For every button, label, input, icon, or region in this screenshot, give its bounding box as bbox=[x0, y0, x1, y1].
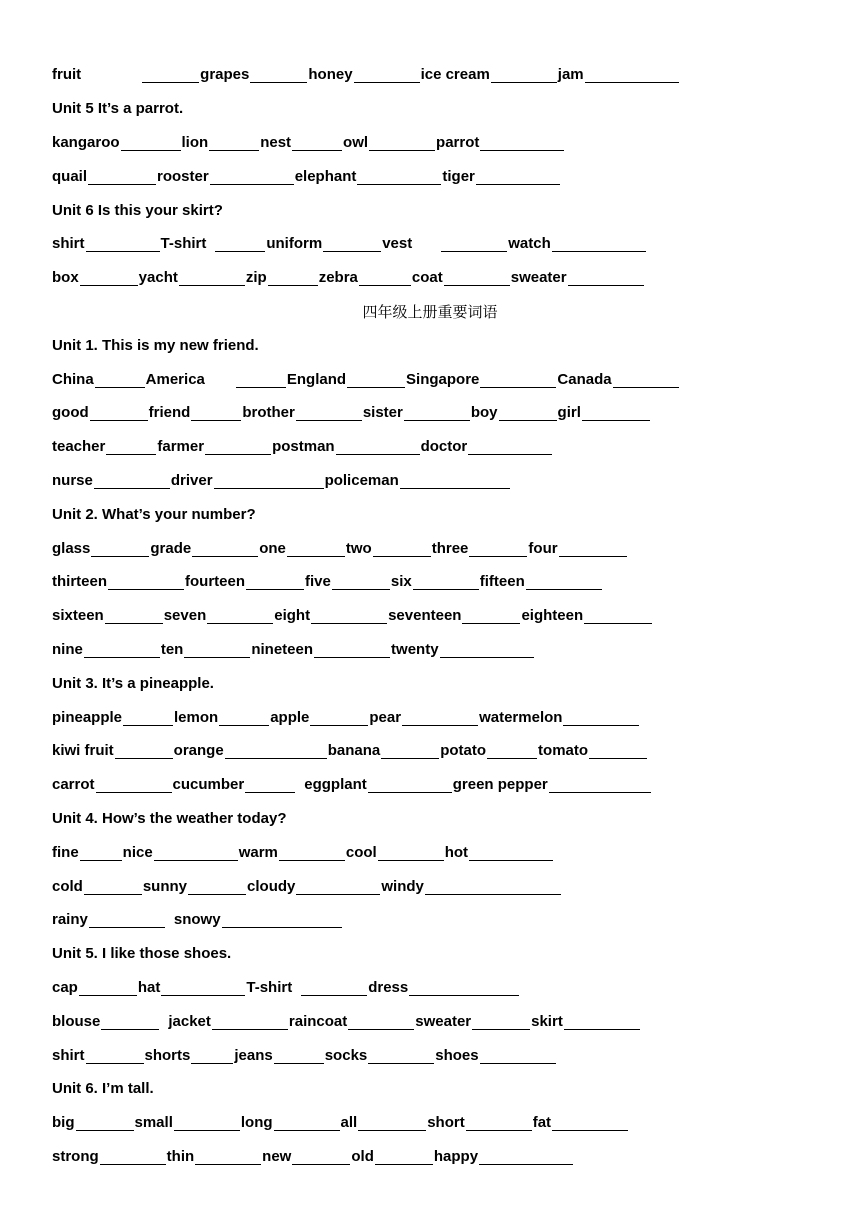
answer-blank[interactable] bbox=[195, 1150, 261, 1165]
answer-blank[interactable] bbox=[301, 981, 367, 996]
answer-blank[interactable] bbox=[191, 1049, 233, 1064]
answer-blank[interactable] bbox=[468, 440, 552, 455]
answer-blank[interactable] bbox=[462, 609, 520, 624]
vocab-word: nest bbox=[260, 133, 292, 151]
vocab-word: nineteen bbox=[251, 640, 314, 658]
vocab-word: parrot bbox=[436, 133, 480, 151]
answer-blank[interactable] bbox=[359, 271, 411, 286]
vocab-word: Singapore bbox=[406, 370, 480, 388]
answer-blank[interactable] bbox=[79, 981, 137, 996]
unit-heading-text: Unit 1. This is my new friend. bbox=[52, 336, 259, 354]
vocab-word: eight bbox=[274, 607, 311, 625]
vocab-word: doctor bbox=[420, 438, 468, 456]
answer-blank[interactable] bbox=[90, 406, 148, 421]
answer-blank[interactable] bbox=[311, 609, 387, 624]
answer-blank[interactable] bbox=[287, 542, 345, 557]
vocab-word: ice cream bbox=[420, 66, 490, 84]
vocab-word: kangaroo bbox=[52, 133, 120, 151]
answer-blank[interactable] bbox=[205, 440, 271, 455]
vocab-word: fifteen bbox=[479, 573, 525, 591]
answer-blank[interactable] bbox=[179, 271, 245, 286]
vocab-word: socks bbox=[324, 1046, 368, 1064]
vocab-word: watch bbox=[508, 235, 551, 253]
answer-blank[interactable] bbox=[95, 373, 145, 388]
answer-blank[interactable] bbox=[559, 542, 627, 557]
vocab-word: tiger bbox=[442, 167, 475, 185]
vocab-line bbox=[52, 599, 832, 633]
answer-blank[interactable] bbox=[84, 643, 160, 658]
answer-blank[interactable] bbox=[225, 744, 327, 759]
vocab-line bbox=[52, 1106, 832, 1140]
vocab-line bbox=[52, 1038, 832, 1072]
answer-blank[interactable] bbox=[174, 1116, 240, 1131]
answer-blank[interactable] bbox=[192, 542, 258, 557]
section-title bbox=[52, 295, 808, 329]
vocab-word: friend bbox=[148, 404, 191, 422]
vocab-word: tomato bbox=[538, 742, 589, 760]
unit-heading bbox=[52, 193, 832, 227]
answer-blank[interactable] bbox=[245, 778, 295, 793]
vocab-word: hot bbox=[444, 843, 469, 861]
vocab-word: honey bbox=[308, 66, 353, 84]
vocab-line bbox=[52, 396, 832, 430]
vocab-word: nine bbox=[52, 640, 83, 658]
vocab-word: nurse bbox=[52, 471, 93, 489]
answer-blank[interactable] bbox=[101, 1015, 159, 1030]
answer-blank[interactable] bbox=[582, 406, 650, 421]
vocab-line bbox=[52, 464, 832, 498]
vocab-word: long bbox=[240, 1114, 273, 1132]
vocab-word: driver bbox=[170, 471, 213, 489]
worksheet bbox=[52, 58, 832, 1173]
vocab-word: fine bbox=[52, 843, 79, 861]
answer-blank[interactable] bbox=[378, 846, 444, 861]
answer-blank[interactable] bbox=[472, 1015, 530, 1030]
answer-blank[interactable] bbox=[469, 846, 553, 861]
vocab-word: cucumber bbox=[172, 776, 245, 794]
vocab-word: fat bbox=[532, 1114, 552, 1132]
vocab-line bbox=[52, 126, 832, 160]
vocab-line bbox=[52, 159, 832, 193]
vocab-word: shirt bbox=[52, 235, 85, 253]
answer-blank[interactable] bbox=[310, 711, 368, 726]
answer-blank[interactable] bbox=[373, 542, 431, 557]
vocab-word: orange bbox=[173, 742, 224, 760]
answer-blank[interactable] bbox=[589, 744, 647, 759]
answer-blank[interactable] bbox=[404, 406, 470, 421]
answer-blank[interactable] bbox=[296, 880, 380, 895]
answer-blank[interactable] bbox=[215, 237, 265, 252]
answer-blank[interactable] bbox=[100, 1150, 166, 1165]
vocab-word: shorts bbox=[144, 1046, 191, 1064]
answer-blank[interactable] bbox=[440, 643, 534, 658]
vocab-word: new bbox=[262, 1147, 292, 1165]
vocab-line bbox=[52, 531, 832, 565]
vocab-word: one bbox=[259, 539, 286, 557]
answer-blank[interactable] bbox=[292, 1150, 350, 1165]
vocab-word: grapes bbox=[200, 66, 250, 84]
vocab-word: seven bbox=[163, 607, 207, 625]
vocab-word: apple bbox=[270, 708, 310, 726]
vocab-word: windy bbox=[381, 877, 424, 895]
vocab-word: banana bbox=[327, 742, 381, 760]
vocab-word: coat bbox=[411, 269, 443, 287]
vocab-word: T-shirt bbox=[246, 978, 293, 996]
vocab-word: good bbox=[52, 404, 89, 422]
answer-blank[interactable] bbox=[191, 406, 241, 421]
answer-blank[interactable] bbox=[108, 575, 184, 590]
vocab-word: lemon bbox=[174, 708, 219, 726]
unit-heading bbox=[52, 92, 832, 126]
answer-blank[interactable] bbox=[480, 136, 564, 151]
vocab-word: thirteen bbox=[52, 573, 108, 591]
answer-blank[interactable] bbox=[314, 643, 390, 658]
vocab-word: uniform bbox=[266, 235, 323, 253]
answer-blank[interactable] bbox=[84, 880, 142, 895]
vocab-word: sweater bbox=[510, 269, 567, 287]
answer-blank[interactable] bbox=[96, 778, 172, 793]
vocab-line bbox=[52, 869, 832, 903]
vocab-word: cap bbox=[52, 978, 78, 996]
vocab-word: carrot bbox=[52, 776, 95, 794]
vocab-word: box bbox=[52, 269, 79, 287]
answer-blank[interactable] bbox=[480, 1049, 556, 1064]
answer-blank[interactable] bbox=[369, 136, 435, 151]
vocab-line bbox=[52, 58, 832, 92]
vocab-word: four bbox=[528, 539, 558, 557]
vocab-word: farmer bbox=[157, 438, 205, 456]
answer-blank[interactable] bbox=[368, 1049, 434, 1064]
answer-blank[interactable] bbox=[292, 136, 342, 151]
answer-blank[interactable] bbox=[161, 981, 245, 996]
vocab-word: green pepper bbox=[452, 776, 548, 794]
vocab-word: owl bbox=[343, 133, 369, 151]
vocab-word: two bbox=[345, 539, 372, 557]
vocab-word: policeman bbox=[324, 471, 399, 489]
answer-blank[interactable] bbox=[80, 846, 122, 861]
vocab-word: six bbox=[390, 573, 412, 591]
vocab-word: eighteen bbox=[521, 607, 584, 625]
vocab-word: old bbox=[351, 1147, 374, 1165]
vocab-word: teacher bbox=[52, 438, 106, 456]
vocab-word: sister bbox=[362, 404, 403, 422]
answer-blank[interactable] bbox=[425, 880, 561, 895]
answer-blank[interactable] bbox=[332, 575, 390, 590]
answer-blank[interactable] bbox=[250, 68, 307, 83]
answer-blank[interactable] bbox=[354, 68, 420, 83]
vocab-word: nice bbox=[122, 843, 153, 861]
answer-blank[interactable] bbox=[552, 1116, 628, 1131]
answer-blank[interactable] bbox=[268, 271, 318, 286]
answer-blank[interactable] bbox=[487, 744, 537, 759]
vocab-line bbox=[52, 903, 832, 937]
vocab-word: shirt bbox=[52, 1046, 85, 1064]
vocab-word: cloudy bbox=[247, 877, 296, 895]
answer-blank[interactable] bbox=[564, 1015, 640, 1030]
answer-blank[interactable] bbox=[466, 1116, 532, 1131]
answer-blank[interactable] bbox=[444, 271, 510, 286]
answer-blank[interactable] bbox=[88, 170, 156, 185]
vocab-word: strong bbox=[52, 1147, 99, 1165]
answer-blank[interactable] bbox=[563, 711, 639, 726]
vocab-word: skirt bbox=[531, 1012, 563, 1030]
vocab-word: elephant bbox=[294, 167, 357, 185]
vocab-word: raincoat bbox=[288, 1012, 348, 1030]
unit-heading bbox=[52, 497, 832, 531]
vocab-word: lion bbox=[181, 133, 209, 151]
vocab-word: grade bbox=[150, 539, 192, 557]
unit-heading-text: Unit 6 Is this your skirt? bbox=[52, 201, 223, 219]
answer-blank[interactable] bbox=[552, 237, 646, 252]
vocab-word: rainy bbox=[52, 911, 88, 929]
answer-blank[interactable] bbox=[526, 575, 602, 590]
answer-blank[interactable] bbox=[123, 711, 173, 726]
section-title-text: 四年级上册重要词语 bbox=[362, 302, 498, 321]
vocab-word: quail bbox=[52, 167, 88, 185]
answer-blank[interactable] bbox=[499, 406, 557, 421]
vocab-word: England bbox=[286, 370, 347, 388]
answer-blank[interactable] bbox=[274, 1116, 340, 1131]
answer-blank[interactable] bbox=[142, 68, 199, 83]
vocab-line bbox=[52, 227, 832, 261]
vocab-line bbox=[52, 734, 832, 768]
vocab-word: T-shirt bbox=[160, 235, 207, 253]
answer-blank[interactable] bbox=[209, 136, 259, 151]
vocab-line bbox=[52, 1004, 832, 1038]
unit-heading-text: Unit 4. How’s the weather today? bbox=[52, 809, 287, 827]
vocab-word: dress bbox=[368, 978, 409, 996]
answer-blank[interactable] bbox=[323, 237, 381, 252]
answer-blank[interactable] bbox=[184, 643, 250, 658]
vocab-word: sunny bbox=[142, 877, 188, 895]
answer-blank[interactable] bbox=[246, 575, 304, 590]
answer-blank[interactable] bbox=[413, 575, 479, 590]
answer-blank[interactable] bbox=[409, 981, 519, 996]
vocab-word: small bbox=[134, 1114, 173, 1132]
answer-blank[interactable] bbox=[105, 609, 163, 624]
vocab-word: jeans bbox=[234, 1046, 273, 1064]
answer-blank[interactable] bbox=[480, 373, 556, 388]
vocab-word: girl bbox=[557, 404, 581, 422]
vocab-word: all bbox=[340, 1114, 358, 1132]
unit-heading-text: Unit 5. I like those shoes. bbox=[52, 945, 232, 963]
vocab-word: vest bbox=[382, 235, 413, 253]
answer-blank[interactable] bbox=[94, 474, 170, 489]
vocab-line bbox=[52, 633, 832, 667]
answer-blank[interactable] bbox=[358, 1116, 426, 1131]
answer-blank[interactable] bbox=[91, 542, 149, 557]
answer-blank[interactable] bbox=[210, 170, 294, 185]
vocab-word: kiwi fruit bbox=[52, 742, 114, 760]
answer-blank[interactable] bbox=[469, 542, 527, 557]
answer-blank[interactable] bbox=[121, 136, 181, 151]
answer-blank[interactable] bbox=[400, 474, 510, 489]
vocab-word: Canada bbox=[557, 370, 612, 388]
answer-blank[interactable] bbox=[86, 1049, 144, 1064]
vocab-word: snowy bbox=[173, 911, 221, 929]
vocab-word: brother bbox=[242, 404, 295, 422]
unit-heading bbox=[52, 1072, 832, 1106]
answer-blank[interactable] bbox=[154, 846, 238, 861]
vocab-line bbox=[52, 1140, 832, 1174]
vocab-word: China bbox=[52, 370, 94, 388]
answer-blank[interactable] bbox=[106, 440, 156, 455]
unit-heading bbox=[52, 328, 832, 362]
vocab-word: boy bbox=[470, 404, 498, 422]
vocab-word: zip bbox=[245, 269, 267, 287]
vocab-word: sweater bbox=[415, 1012, 472, 1030]
vocab-word: potato bbox=[440, 742, 487, 760]
vocab-word: big bbox=[52, 1114, 75, 1132]
answer-blank[interactable] bbox=[89, 913, 165, 928]
answer-blank[interactable] bbox=[236, 373, 286, 388]
vocab-word: fourteen bbox=[185, 573, 246, 591]
answer-blank[interactable] bbox=[188, 880, 246, 895]
vocab-word: blouse bbox=[52, 1012, 101, 1030]
vocab-word: twenty bbox=[391, 640, 439, 658]
vocab-word: yacht bbox=[138, 269, 178, 287]
vocab-word: happy bbox=[433, 1147, 479, 1165]
answer-blank[interactable] bbox=[441, 237, 507, 252]
vocab-word: fruit bbox=[52, 66, 82, 84]
vocab-word: glass bbox=[52, 539, 91, 557]
vocab-word: postman bbox=[272, 438, 335, 456]
answer-blank[interactable] bbox=[274, 1049, 324, 1064]
answer-blank[interactable] bbox=[476, 170, 560, 185]
vocab-word: sixteen bbox=[52, 607, 104, 625]
unit-heading bbox=[52, 802, 832, 836]
vocab-word: cold bbox=[52, 877, 83, 895]
answer-blank[interactable] bbox=[214, 474, 324, 489]
answer-blank[interactable] bbox=[479, 1150, 573, 1165]
vocab-word: thin bbox=[166, 1147, 195, 1165]
answer-blank[interactable] bbox=[219, 711, 269, 726]
answer-blank[interactable] bbox=[347, 373, 405, 388]
answer-blank[interactable] bbox=[115, 744, 173, 759]
answer-blank[interactable] bbox=[381, 744, 439, 759]
vocab-word: hat bbox=[137, 978, 161, 996]
vocab-word: pineapple bbox=[52, 708, 123, 726]
answer-blank[interactable] bbox=[76, 1116, 134, 1131]
unit-heading bbox=[52, 666, 832, 700]
unit-heading-text: Unit 6. I’m tall. bbox=[52, 1080, 154, 1098]
vocab-word: warm bbox=[238, 843, 278, 861]
answer-blank[interactable] bbox=[80, 271, 138, 286]
unit-heading-text: Unit 2. What’s your number? bbox=[52, 505, 256, 523]
unit-heading bbox=[52, 937, 832, 971]
vocab-line bbox=[52, 835, 832, 869]
vocab-line bbox=[52, 971, 832, 1005]
vocab-word: shoes bbox=[435, 1046, 479, 1064]
vocab-word: five bbox=[305, 573, 331, 591]
vocab-line bbox=[52, 768, 832, 802]
answer-blank[interactable] bbox=[222, 913, 342, 928]
answer-blank[interactable] bbox=[375, 1150, 433, 1165]
unit-heading-text: Unit 3. It’s a pineapple. bbox=[52, 674, 214, 692]
answer-blank[interactable] bbox=[279, 846, 345, 861]
vocab-line bbox=[52, 430, 832, 464]
vocab-word: watermelon bbox=[479, 708, 563, 726]
vocab-word: eggplant bbox=[304, 776, 367, 794]
vocab-word: cool bbox=[345, 843, 377, 861]
answer-blank[interactable] bbox=[549, 778, 651, 793]
vocab-word: ten bbox=[160, 640, 184, 658]
vocab-word: three bbox=[431, 539, 469, 557]
answer-blank[interactable] bbox=[568, 271, 644, 286]
vocab-word: jam bbox=[557, 66, 584, 84]
vocab-word: jacket bbox=[168, 1012, 211, 1030]
answer-blank[interactable] bbox=[207, 609, 273, 624]
vocab-word: America bbox=[145, 370, 205, 388]
answer-blank[interactable] bbox=[336, 440, 420, 455]
answer-blank[interactable] bbox=[368, 778, 452, 793]
answer-blank[interactable] bbox=[212, 1015, 288, 1030]
unit-heading-text: Unit 5 It’s a parrot. bbox=[52, 100, 184, 118]
vocab-line bbox=[52, 261, 832, 295]
vocab-line bbox=[52, 700, 832, 734]
vocab-word: rooster bbox=[157, 167, 209, 185]
answer-blank[interactable] bbox=[86, 237, 160, 252]
answer-blank[interactable] bbox=[296, 406, 362, 421]
vocab-line bbox=[52, 565, 832, 599]
vocab-word: short bbox=[427, 1114, 465, 1132]
answer-blank[interactable] bbox=[348, 1015, 414, 1030]
answer-blank[interactable] bbox=[585, 68, 679, 83]
vocab-word: zebra bbox=[318, 269, 358, 287]
vocab-line bbox=[52, 362, 832, 396]
answer-blank[interactable] bbox=[613, 373, 679, 388]
vocab-word: seventeen bbox=[388, 607, 462, 625]
answer-blank[interactable] bbox=[491, 68, 557, 83]
answer-blank[interactable] bbox=[402, 711, 478, 726]
vocab-word: pear bbox=[369, 708, 402, 726]
answer-blank[interactable] bbox=[584, 609, 652, 624]
answer-blank[interactable] bbox=[357, 170, 441, 185]
